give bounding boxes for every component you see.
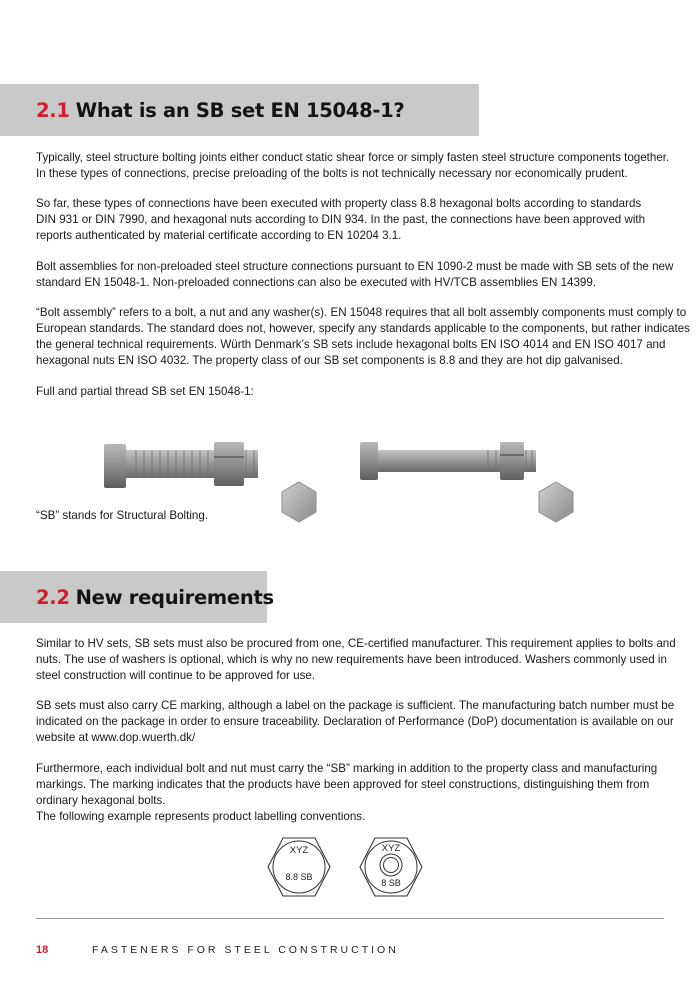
paragraph [36, 384, 670, 400]
text-line: reports authenticated by material certificate according to EN 10204 3.1. [36, 229, 402, 242]
text-line: markings. The marking indicates that the products have been approved for steel constructions, distinguishing them from [36, 778, 650, 791]
text-line: SB sets must also carry CE marking, although a label on the package is sufficient. The manufacturing batch number must be [36, 699, 675, 712]
text-line: Furthermore, each individual bolt and nut must carry the “SB” marking in addition to the property class and manufacturing [36, 762, 658, 775]
paragraph [36, 305, 690, 369]
partial-thread-bolt-with-nut-image [356, 438, 542, 484]
section-number: 2.2 [36, 585, 70, 609]
nut-marking-diagram [358, 836, 424, 898]
manufacturer-mark: XYZ [289, 845, 309, 856]
footer-title: FASTENERS FOR STEEL CONSTRUCTION [92, 944, 399, 956]
text-line: hexagonal nuts EN ISO 4032. The property class of our SB set components is 8.8 and they are hot dip galvanised. [36, 354, 623, 367]
text-line: indicated on the package in order to ensure traceability. Declaration of Performance (DoP) documentation is available on our [36, 715, 674, 728]
section-heading-band-2-1 [0, 84, 479, 136]
property-class-mark: 8 SB [381, 878, 401, 888]
text-line: In these types of connections, precise preloading of the bolts is not technically necessary nor economically prudent. [36, 167, 628, 180]
text-line: So far, these types of connections have been executed with property class 8.8 hexagonal bolts according to standards [36, 197, 642, 210]
text-line: the general technical requirements. Würth Denmark’s SB sets include hexagonal bolts EN ISO 4014 and EN ISO 4017 and [36, 338, 666, 351]
property-class-mark: 8.8 SB [285, 872, 313, 882]
text-line: steel construction will continue to be approved for use. [36, 669, 316, 682]
text-line: standard EN 15048-1. Non-preloaded connections can also be executed with HV/TCB assemblies EN 14399. [36, 276, 597, 289]
paragraph [36, 508, 670, 524]
page-number: 18 [36, 944, 49, 956]
section-heading-2-1 [36, 99, 404, 122]
text-line: European standards. The standard does not, however, specify any standards applicable to the components, but rather indicates [36, 322, 690, 335]
text-line: ordinary hexagonal bolts. [36, 794, 166, 807]
footer-divider [36, 918, 664, 919]
text-line: website at www.dop.wuerth.dk/ [36, 731, 196, 744]
paragraph [36, 259, 674, 291]
section-heading-band-2-2 [0, 571, 274, 623]
text-line: nuts. The use of washers is optional, which is why no new requirements have been introduced. Washers commonly used in [36, 653, 667, 666]
section-title: What is an SB set EN 15048-1? [75, 98, 405, 122]
thread-circle-inner [384, 858, 399, 873]
bolt-head-marking-diagram [266, 836, 332, 898]
text-line: DIN 931 or DIN 7990, and hexagonal nuts according to DIN 934. In the past, the connections have been approved with [36, 213, 646, 226]
section-title: New requirements [75, 585, 274, 609]
paragraph [36, 636, 676, 684]
paragraph [36, 150, 670, 182]
text-line: The following example represents product labelling conventions. [36, 810, 366, 823]
text-line: Similar to HV sets, SB sets must also be procured from one, CE-certified manufacturer. This requirement applies to bolts and [36, 637, 676, 650]
paragraph [36, 196, 670, 244]
text-line: “SB” stands for Structural Bolting. [36, 509, 209, 522]
full-thread-bolt-with-nut-image [96, 436, 266, 492]
text-line: Full and partial thread SB set EN 15048-1: [36, 385, 254, 398]
section-heading-2-2 [36, 586, 274, 609]
paragraph [36, 761, 670, 825]
text-line: Typically, steel structure bolting joints either conduct static shear force or simply fasten steel structure components together. [36, 151, 670, 164]
paragraph [36, 698, 675, 746]
manufacturer-mark: XYZ [381, 843, 401, 854]
section-number: 2.1 [36, 98, 70, 122]
text-line: Bolt assemblies for non-preloaded steel structure connections pursuant to EN 1090-2 must be made with SB sets of the new [36, 260, 674, 273]
text-line: “Bolt assembly” refers to a bolt, a nut and any washer(s). EN 15048 requires that all bolt assembly components must comply to [36, 306, 687, 319]
